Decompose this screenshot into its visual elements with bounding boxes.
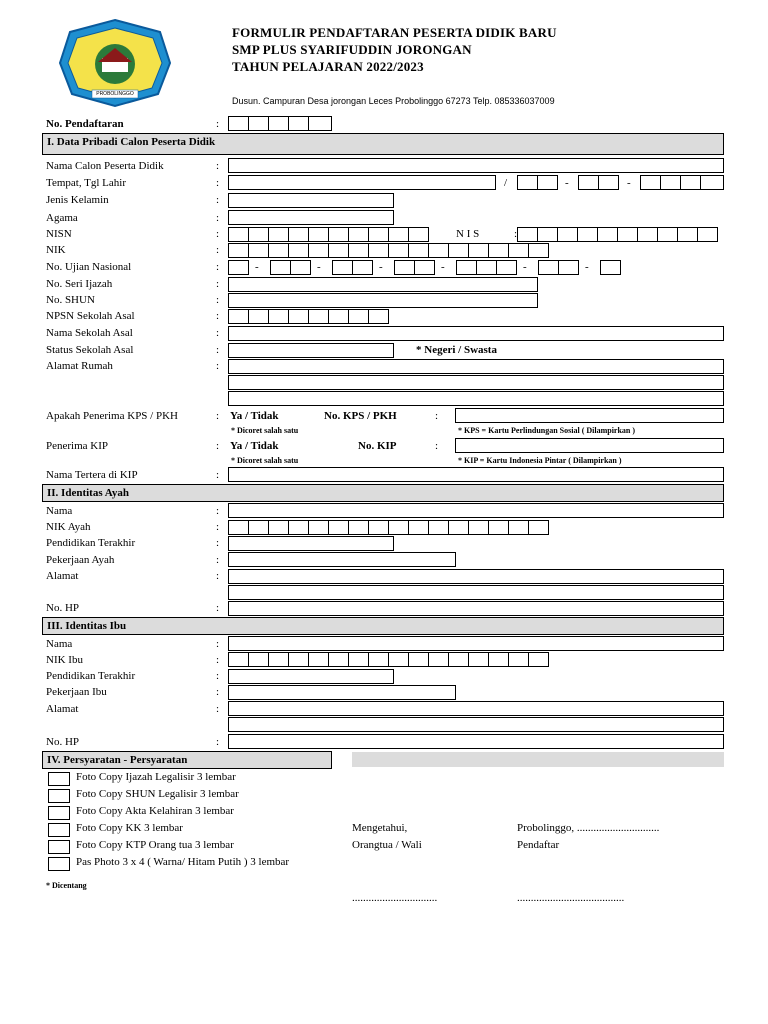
digit-cell[interactable]: [368, 652, 389, 667]
kip-input[interactable]: [455, 438, 724, 453]
digit-cell[interactable]: [228, 227, 249, 242]
kps-input[interactable]: [455, 408, 724, 423]
ayah-alamat-label: Alamat: [46, 570, 79, 582]
ayah-hp-label: No. HP: [46, 602, 80, 614]
syarat-item: Pas Photo 3 x 4 ( Warna/ Hitam Putih ) 3 lembar: [76, 856, 290, 868]
digit-cell[interactable]: [448, 652, 469, 667]
syarat-checkbox-2[interactable]: [48, 789, 70, 803]
section-identitas-ibu: III. Identitas Ibu: [42, 617, 724, 635]
digit-cell[interactable]: [517, 227, 538, 242]
shun-input[interactable]: [228, 293, 538, 308]
digit-cell[interactable]: [308, 227, 329, 242]
digit-cell[interactable]: [368, 243, 389, 258]
digit-cell[interactable]: [508, 243, 529, 258]
colon: :: [216, 469, 220, 481]
jk-label: Jenis Kelamin: [46, 194, 109, 206]
digit-cell[interactable]: [228, 260, 249, 275]
status-note: * Negeri / Swasta: [416, 344, 497, 356]
digit-cell[interactable]: [558, 260, 579, 275]
digit-cell[interactable]: [332, 260, 353, 275]
colon: :: [216, 261, 220, 273]
ibu-nama-label: Nama: [46, 638, 73, 650]
digit-cell[interactable]: [248, 652, 269, 667]
digit-cell[interactable]: [488, 243, 509, 258]
logo-text: PROBOLINGGO: [96, 91, 134, 97]
digit-cell[interactable]: [617, 227, 638, 242]
colon: :: [216, 194, 220, 206]
digit-cell[interactable]: [496, 260, 517, 275]
colon: :: [216, 654, 220, 666]
digit-cell[interactable]: [328, 309, 349, 324]
status-input[interactable]: [228, 343, 394, 358]
digit-cell[interactable]: [508, 520, 529, 535]
kps-label: Apakah Penerima KPS / PKH: [46, 410, 178, 422]
ijazah-label: No. Seri Ijazah: [46, 278, 113, 290]
digit-cell[interactable]: [488, 520, 509, 535]
digit-cell[interactable]: [476, 260, 497, 275]
digit-cell[interactable]: [290, 260, 311, 275]
digit-cell[interactable]: [528, 243, 549, 258]
digit-cell[interactable]: [508, 652, 529, 667]
digit-cell[interactable]: [468, 520, 489, 535]
dash: -: [523, 261, 527, 273]
digit-cell[interactable]: [348, 520, 369, 535]
nik-label: NIK: [46, 244, 66, 256]
digit-cell[interactable]: [468, 652, 489, 667]
digit-cell[interactable]: [288, 243, 309, 258]
ibu-nik-label: NIK Ibu: [46, 654, 83, 666]
digit-cell[interactable]: [268, 227, 289, 242]
alamat-input-2[interactable]: [228, 375, 724, 390]
digit-cell[interactable]: [248, 227, 269, 242]
dash: -: [317, 261, 321, 273]
syarat-item: Foto Copy KK 3 lembar: [76, 822, 183, 834]
ibu-alamat-input-2[interactable]: [228, 717, 724, 732]
digit-cell[interactable]: [328, 243, 349, 258]
digit-cell[interactable]: [414, 260, 435, 275]
alamat-input-3[interactable]: [228, 391, 724, 406]
nisn-label: NISN: [46, 228, 72, 240]
ayah-pend-input[interactable]: [228, 536, 394, 551]
ijazah-input[interactable]: [228, 277, 538, 292]
pendaftar-label: Pendaftar: [517, 839, 560, 851]
digit-cell[interactable]: [228, 309, 249, 324]
colon: :: [514, 228, 518, 240]
digit-cell[interactable]: [352, 260, 373, 275]
tempat-lahir-input[interactable]: [228, 175, 496, 190]
ayah-alamat-input-2[interactable]: [228, 585, 724, 600]
colon: :: [216, 537, 220, 549]
ibu-alamat-label: Alamat: [46, 703, 79, 715]
syarat-checkbox-4[interactable]: [48, 823, 70, 837]
wali-label: Orangtua / Wali: [352, 839, 422, 851]
kip-option[interactable]: Ya / Tidak: [230, 440, 279, 452]
ibu-nama-input[interactable]: [228, 636, 724, 651]
shun-label: No. SHUN: [46, 294, 95, 306]
place-date: Probolinggo, ..............................: [517, 822, 660, 834]
digit-cell[interactable]: [408, 243, 429, 258]
digit-cell[interactable]: [308, 520, 329, 535]
colon: :: [216, 160, 220, 172]
colon: :: [216, 344, 220, 356]
pendaftar-signature-line: .......................................: [517, 892, 625, 904]
ibu-alamat-input-1[interactable]: [228, 701, 724, 716]
syarat-item: Foto Copy KTP Orang tua 3 lembar: [76, 839, 234, 851]
digit-cell[interactable]: [228, 520, 249, 535]
nama-label: Nama Calon Peserta Didik: [46, 160, 164, 172]
digit-cell[interactable]: [468, 243, 489, 258]
digit-cell[interactable]: [597, 227, 618, 242]
kip-no-label: No. KIP: [358, 440, 397, 452]
digit-cell[interactable]: [268, 520, 289, 535]
section-persyaratan: IV. Persyaratan - Persyaratan: [42, 751, 332, 769]
academic-year: TAHUN PELAJARAN 2022/2023: [232, 59, 424, 74]
digit-cell[interactable]: [268, 309, 289, 324]
digit-cell[interactable]: [408, 520, 429, 535]
digit-cell[interactable]: [394, 260, 415, 275]
digit-cell[interactable]: [388, 520, 409, 535]
ujian-label: No. Ujian Nasional: [46, 261, 132, 273]
digit-cell[interactable]: [308, 652, 329, 667]
ayah-pend-label: Pendidikan Terakhir: [46, 537, 136, 549]
digit-cell[interactable]: [328, 520, 349, 535]
ayah-kerja-label: Pekerjaan Ayah: [46, 554, 115, 566]
colon: :: [216, 228, 220, 240]
digit-cell[interactable]: [228, 243, 249, 258]
digit-cell[interactable]: [577, 227, 598, 242]
digit-cell[interactable]: [537, 227, 558, 242]
colon: :: [216, 177, 220, 189]
digit-cell[interactable]: [228, 652, 249, 667]
digit-cell[interactable]: [388, 652, 409, 667]
digit-cell[interactable]: [368, 520, 389, 535]
colon: :: [216, 703, 220, 715]
kip-label: Penerima KIP: [46, 440, 109, 452]
ttl-label: Tempat, Tgl Lahir: [46, 177, 126, 189]
digit-cell[interactable]: [308, 309, 329, 324]
section-identitas-ayah: II. Identitas Ayah: [42, 484, 724, 502]
digit-cell[interactable]: [288, 652, 309, 667]
digit-cell[interactable]: [528, 652, 549, 667]
kps-note-coret: * Dicoret salah satu: [231, 426, 299, 435]
jk-input[interactable]: [228, 193, 394, 208]
npsn-label: NPSN Sekolah Asal: [46, 310, 135, 322]
colon: :: [216, 521, 220, 533]
colon: :: [216, 294, 220, 306]
digit-cell[interactable]: [528, 520, 549, 535]
digit-cell[interactable]: [288, 309, 309, 324]
digit-cell[interactable]: [348, 309, 369, 324]
digit-cell[interactable]: [368, 309, 389, 324]
school-address: Dusun. Campuran Desa jorongan Leces Probolinggo 67273 Telp. 085336037009: [232, 96, 555, 106]
digit-cell[interactable]: [488, 652, 509, 667]
syarat-checkbox-6[interactable]: [48, 857, 70, 871]
dash: -: [255, 261, 259, 273]
ibu-pend-label: Pendidikan Terakhir: [46, 670, 136, 682]
digit-cell[interactable]: [368, 227, 389, 242]
digit-cell[interactable]: [388, 243, 409, 258]
ibu-kerja-label: Pekerjaan Ibu: [46, 686, 107, 698]
dash: -: [379, 261, 383, 273]
colon: :: [216, 327, 220, 339]
digit-cell[interactable]: [428, 652, 449, 667]
colon: :: [216, 360, 220, 372]
dash: -: [627, 177, 631, 189]
digit-cell[interactable]: [248, 520, 269, 535]
syarat-item: Foto Copy SHUN Legalisir 3 lembar: [76, 788, 239, 800]
dash: -: [441, 261, 445, 273]
digit-cell[interactable]: [248, 243, 269, 258]
ayah-nama-label: Nama: [46, 505, 73, 517]
ayah-alamat-input-1[interactable]: [228, 569, 724, 584]
slash: /: [504, 177, 508, 189]
colon: :: [216, 244, 220, 256]
digit-cell[interactable]: [348, 227, 369, 242]
digit-cell[interactable]: [538, 260, 559, 275]
ayah-hp-input[interactable]: [228, 601, 724, 616]
agama-label: Agama: [46, 212, 78, 224]
sekolah-label: Nama Sekolah Asal: [46, 327, 133, 339]
ibu-pend-input[interactable]: [228, 669, 394, 684]
syarat-checkbox-3[interactable]: [48, 806, 70, 820]
digit-cell[interactable]: [328, 652, 349, 667]
alamat-input-1[interactable]: [228, 359, 724, 374]
agama-input[interactable]: [228, 210, 394, 225]
digit-cell[interactable]: [388, 227, 409, 242]
colon: :: [216, 505, 220, 517]
school-name: SMP PLUS SYARIFUDDIN JORONGAN: [232, 42, 472, 57]
digit-cell[interactable]: [677, 227, 698, 242]
digit-cell[interactable]: [308, 243, 329, 258]
digit-cell[interactable]: [268, 243, 289, 258]
digit-cell[interactable]: [288, 227, 309, 242]
digit-cell[interactable]: [348, 243, 369, 258]
colon: :: [216, 118, 220, 130]
kps-note: * KPS = Kartu Perlindungan Sosial ( Dilampirkan ): [458, 426, 636, 435]
dash: -: [585, 261, 589, 273]
ibu-hp-label: No. HP: [46, 736, 80, 748]
section-data-pribadi: I. Data Pribadi Calon Peserta Didik: [42, 133, 724, 155]
colon: :: [435, 440, 439, 452]
form-title: FORMULIR PENDAFTARAN PESERTA DIDIK BARU: [232, 25, 557, 40]
kip-note-coret: * Dicoret salah satu: [231, 456, 299, 465]
digit-cell[interactable]: [348, 652, 369, 667]
dash: -: [565, 177, 569, 189]
digit-cell[interactable]: [408, 652, 429, 667]
syarat-checkbox-5[interactable]: [48, 840, 70, 854]
colon: :: [216, 278, 220, 290]
colon: :: [216, 212, 220, 224]
colon: :: [216, 670, 220, 682]
alamat-label: Alamat Rumah: [46, 360, 113, 372]
status-label: Status Sekolah Asal: [46, 344, 134, 356]
digit-cell[interactable]: [456, 260, 477, 275]
ayah-nama-input[interactable]: [228, 503, 724, 518]
colon: :: [435, 410, 439, 422]
wali-signature-line: ...............................: [352, 892, 438, 904]
mengetahui-label: Mengetahui,: [352, 822, 408, 834]
ayah-nik-label: NIK Ayah: [46, 521, 91, 533]
digit-cell[interactable]: [637, 227, 658, 242]
digit-cell[interactable]: [248, 309, 269, 324]
kip-note: * KIP = Kartu Indonesia Pintar ( Dilampirkan ): [458, 456, 622, 465]
colon: :: [216, 570, 220, 582]
nis-label: N I S: [456, 228, 480, 240]
colon: :: [216, 440, 220, 452]
dicentang-note: * Dicentang: [46, 881, 87, 890]
digit-cell[interactable]: [697, 227, 718, 242]
kip-nama-label: Nama Tertera di KIP: [46, 469, 138, 481]
digit-cell[interactable]: [428, 520, 449, 535]
digit-cell[interactable]: [428, 243, 449, 258]
digit-cell[interactable]: [448, 243, 469, 258]
ayah-kerja-input[interactable]: [228, 552, 456, 567]
ibu-hp-input[interactable]: [228, 734, 724, 749]
syarat-checkbox-1[interactable]: [48, 772, 70, 786]
colon: :: [216, 554, 220, 566]
colon: :: [216, 410, 220, 422]
digit-cell[interactable]: [657, 227, 678, 242]
no-pendaftaran-label: No. Pendaftaran: [46, 118, 124, 130]
digit-cell[interactable]: [600, 260, 621, 275]
digit-cell[interactable]: [557, 227, 578, 242]
sekolah-input[interactable]: [228, 326, 724, 341]
gray-bar: [352, 752, 724, 767]
kip-nama-input[interactable]: [228, 467, 724, 482]
digit-cell[interactable]: [328, 227, 349, 242]
ibu-kerja-input[interactable]: [228, 685, 456, 700]
digit-cell[interactable]: [268, 652, 289, 667]
digit-cell[interactable]: [408, 227, 429, 242]
school-logo: [58, 18, 172, 108]
digit-cell[interactable]: [288, 520, 309, 535]
colon: :: [216, 310, 220, 322]
syarat-item: Foto Copy Ijazah Legalisir 3 lembar: [76, 771, 236, 783]
colon: :: [216, 602, 220, 614]
kps-no-label: No. KPS / PKH: [324, 410, 397, 422]
colon: :: [216, 638, 220, 650]
colon: :: [216, 736, 220, 748]
digit-cell[interactable]: [448, 520, 469, 535]
digit-cell[interactable]: [270, 260, 291, 275]
nama-input[interactable]: [228, 158, 724, 173]
syarat-item: Foto Copy Akta Kelahiran 3 lembar: [76, 805, 234, 817]
colon: :: [216, 686, 220, 698]
kps-option[interactable]: Ya / Tidak: [230, 410, 279, 422]
